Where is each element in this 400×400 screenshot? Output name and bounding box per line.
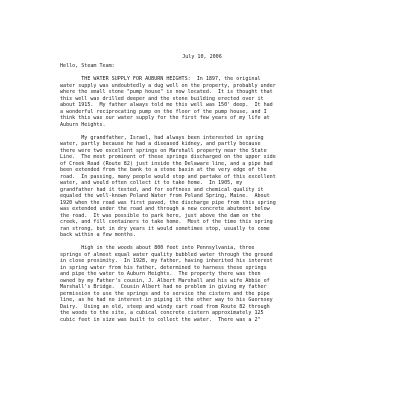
paragraph-line: road. In passing, many people would stop and partake of this excellent	[60, 173, 276, 180]
letter-paragraph	[60, 76, 344, 128]
letter-page	[60, 54, 344, 330]
paragraph-line: was extended under the road and through a new concrete abutment below	[60, 206, 270, 212]
paragraph-line: 1920 when the road was first paved, the discharge pipe from this spring	[60, 199, 276, 206]
paragraph-line: been extended from the bank to a stone basin at the very edge of the	[60, 167, 267, 173]
paragraph-line: My grandfather, Israel, had always been interested in spring	[60, 134, 264, 141]
paragraph-line: in close proximity. In 1928, my father, having inherited his interest	[60, 258, 273, 264]
paragraph-line: Dairy. Using an old, steep and windy cart road from Route 82 through	[60, 303, 270, 310]
letter-body	[60, 76, 344, 323]
paragraph-line: High in the woods about 800 feet into Pennsylvania, three	[60, 245, 255, 251]
paragraph-line: and pipe the water to Auburn Heights. The property there was then	[60, 271, 261, 277]
paragraph-line: creek, and fill containers to take home. Most of the time this spring	[60, 219, 273, 225]
paragraph-line: about 1915. My father always told me this well was 150' deep. It had	[60, 102, 273, 108]
letter-date: July 10, 2006	[182, 54, 222, 60]
paragraph-line: where the small stone "pump house" is now located. It is thought that	[60, 89, 273, 95]
paragraph-line: of Creek Road (Route 82) just inside the Delaware line, and a pipe had	[60, 160, 273, 167]
letter-paragraph	[60, 135, 344, 239]
paragraph-line: this well was drilled deeper and the stone building erected over it	[60, 95, 264, 102]
paragraph-line: permission to use the springs and to service the cistern and the pipe	[60, 290, 270, 297]
paragraph-line: grandfather had it tested, and for softness and chemical quality it	[60, 186, 264, 193]
paragraph-line: back within a few months.	[60, 232, 136, 238]
paragraph-line: water supply was undoubtedly a dug well on the property, probably under	[60, 82, 276, 89]
paragraph-line: Line. The most prominent of these springs discharged on the upper side	[60, 154, 276, 160]
letter-salutation: Hello, Steam Team:	[60, 63, 115, 69]
paragraph-line: cubic feet in size was built to collect the water. There was a 2"	[60, 316, 261, 323]
paragraph-line: owned by my Father's cousin, J. Albert Marshall and his wife Abbie of	[60, 277, 270, 284]
paragraph-line: there were two excellent springs on Marshall property near the State	[60, 147, 267, 154]
paragraph-line: line, as he had no interest in piping it the other way to his Guernsey	[60, 297, 273, 303]
paragraph-line: a wonderful reciprocating pump on the floor of the pump house, and I	[60, 108, 267, 115]
paragraph-line: think this was our water supply for the first few years of my life at	[60, 115, 270, 121]
letter-paragraph	[60, 245, 344, 323]
paragraph-line: water, partly because he had a diseased kidney, and partly because	[60, 141, 261, 147]
paragraph-line: water, and would often collect it to take home. In 1905, my	[60, 180, 243, 186]
paragraph-line: in spring water from his father, determined to harness these springs	[60, 264, 267, 271]
paragraph-line: Marshall's Bridge. Cousin Albert had no problem in giving my father	[60, 284, 267, 290]
paragraph-line: the road. It was possible to park here, just above the dam on the	[60, 212, 261, 219]
paragraph-line: Auburn Heights.	[60, 121, 106, 128]
paragraph-line: the woods to the site, a cubical concrete cistern approximately 125	[60, 310, 264, 316]
paragraph-line: equaled the well-known Poland Water from Poland Spring, Maine. About	[60, 193, 270, 199]
paragraph-line: ran strong, but in dry years it would sometimes stop, usually to come	[60, 225, 270, 232]
paragraph-line: springs of almost equal water quality bubbled water through the ground	[60, 251, 273, 258]
paragraph-line: THE WATER SUPPLY FOR AUBURN HEIGHTS: In 1897, the original	[60, 76, 261, 82]
